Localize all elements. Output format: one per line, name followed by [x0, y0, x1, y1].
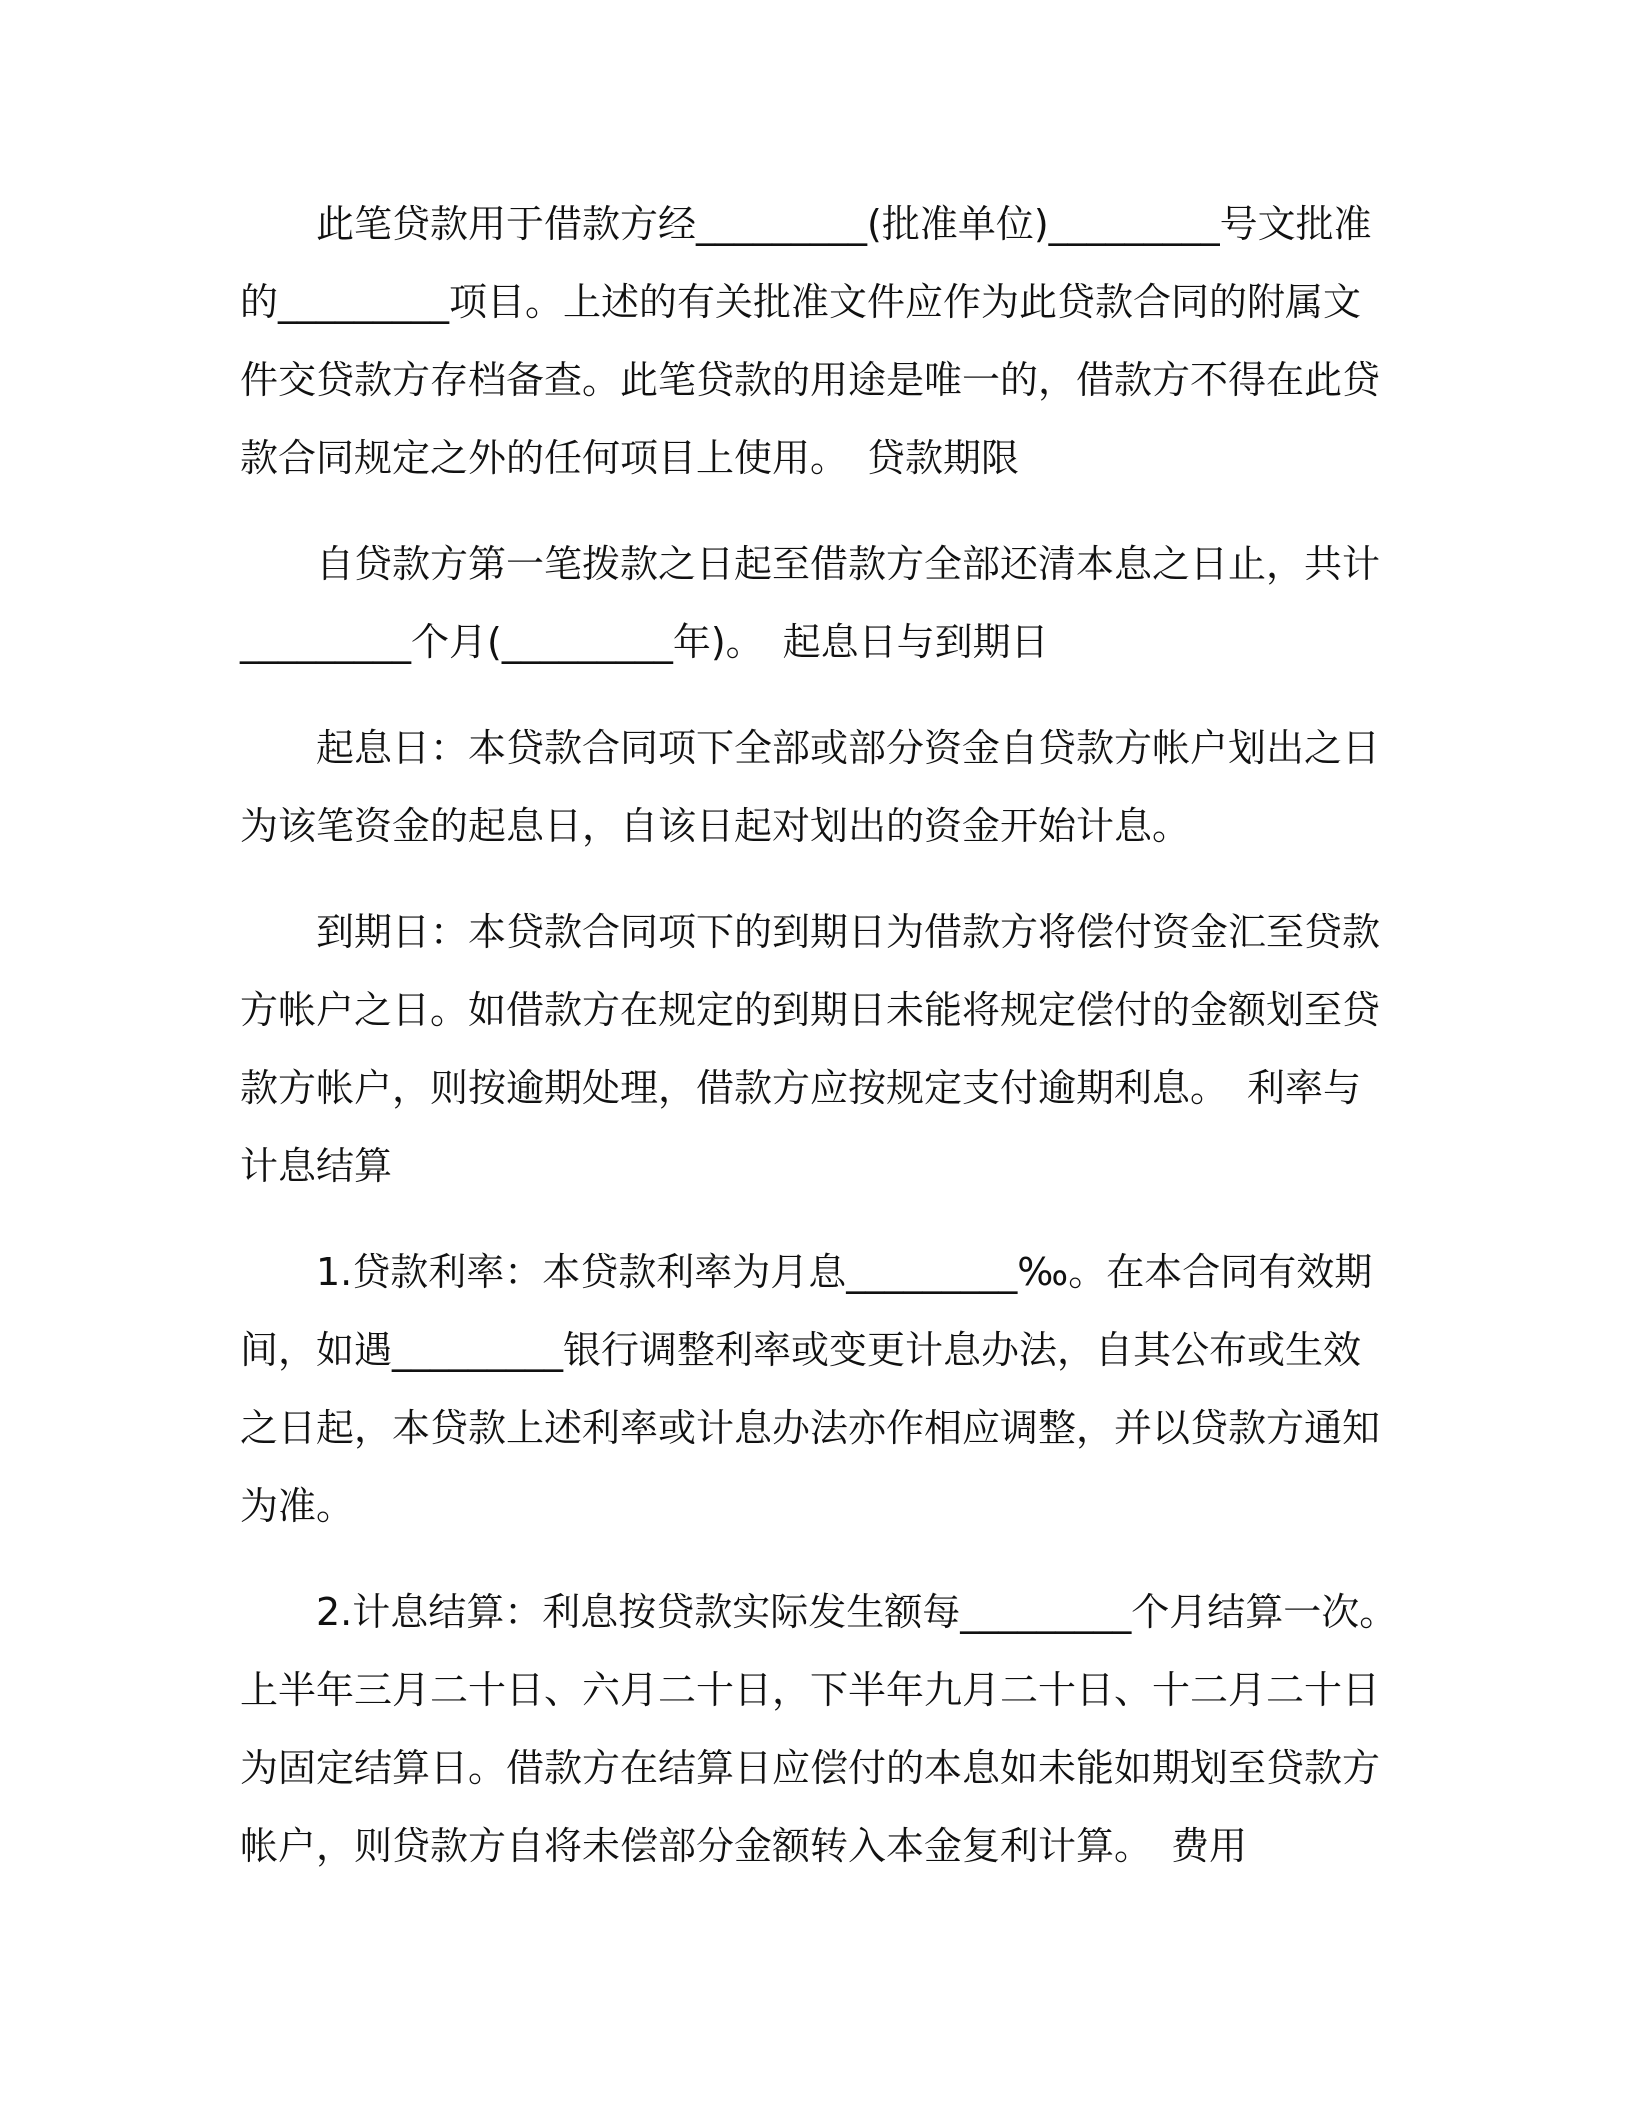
text-line: 为固定结算日。借款方在结算日应偿付的本息如未能如期划至贷款方: [240, 1746, 1381, 1790]
text-line: 件交贷款方存档备查。此笔贷款的用途是唯一的，借款方不得在此贷: [240, 358, 1381, 402]
document-body: [240, 185, 1398, 1913]
text-line: 款合同规定之外的任何项目上使用。 贷款期限: [240, 436, 1020, 480]
text-line: 为准。: [240, 1484, 355, 1528]
text-line: 1.贷款利率：本贷款利率为月息_________‰。在本合同有效期: [316, 1250, 1373, 1294]
paragraph-value-date: [240, 709, 1381, 865]
text-line: 到期日：本贷款合同项下的到期日为借款方将偿付资金汇至贷款: [316, 910, 1381, 954]
text-line: 自贷款方第一笔拨款之日起至借款方全部还清本息之日止，共计: [316, 542, 1381, 586]
text-line: 上半年三月二十日、六月二十日，下半年九月二十日、十二月二十日: [240, 1668, 1381, 1712]
text-line: 计息结算: [240, 1144, 393, 1188]
text-line: 款方帐户，则按逾期处理，借款方应按规定支付逾期利息。 利率与: [240, 1066, 1362, 1110]
text-line: 为该笔资金的起息日，自该日起对划出的资金开始计息。: [240, 804, 1191, 848]
text-line: 2.计息结算：利息按贷款实际发生额每_________个月结算一次。: [316, 1590, 1398, 1634]
text-line: 的_________项目。上述的有关批准文件应作为此贷款合同的附属文: [240, 280, 1362, 324]
text-line: 之日起，本贷款上述利率或计息办法亦作相应调整，并以贷款方通知: [240, 1406, 1381, 1450]
text-line: 起息日：本贷款合同项下全部或部分资金自贷款方帐户划出之日: [316, 726, 1381, 770]
paragraph-loan-term: [240, 525, 1381, 681]
paragraph-loan-purpose: [240, 185, 1381, 497]
paragraph-interest-rate: [240, 1233, 1381, 1545]
paragraph-interest-settlement: [240, 1573, 1398, 1885]
text-line: 间，如遇_________银行调整利率或变更计息办法，自其公布或生效: [240, 1328, 1362, 1372]
text-line: _________个月(_________年)。 起息日与到期日: [240, 620, 1049, 664]
paragraph-maturity-date: [240, 893, 1381, 1205]
text-line: 帐户，则贷款方自将未偿部分金额转入本金复利计算。 费用: [240, 1824, 1248, 1868]
text-line: 此笔贷款用于借款方经_________(批准单位)_________号文批准: [316, 202, 1372, 246]
text-line: 方帐户之日。如借款方在规定的到期日未能将规定偿付的金额划至贷: [240, 988, 1381, 1032]
